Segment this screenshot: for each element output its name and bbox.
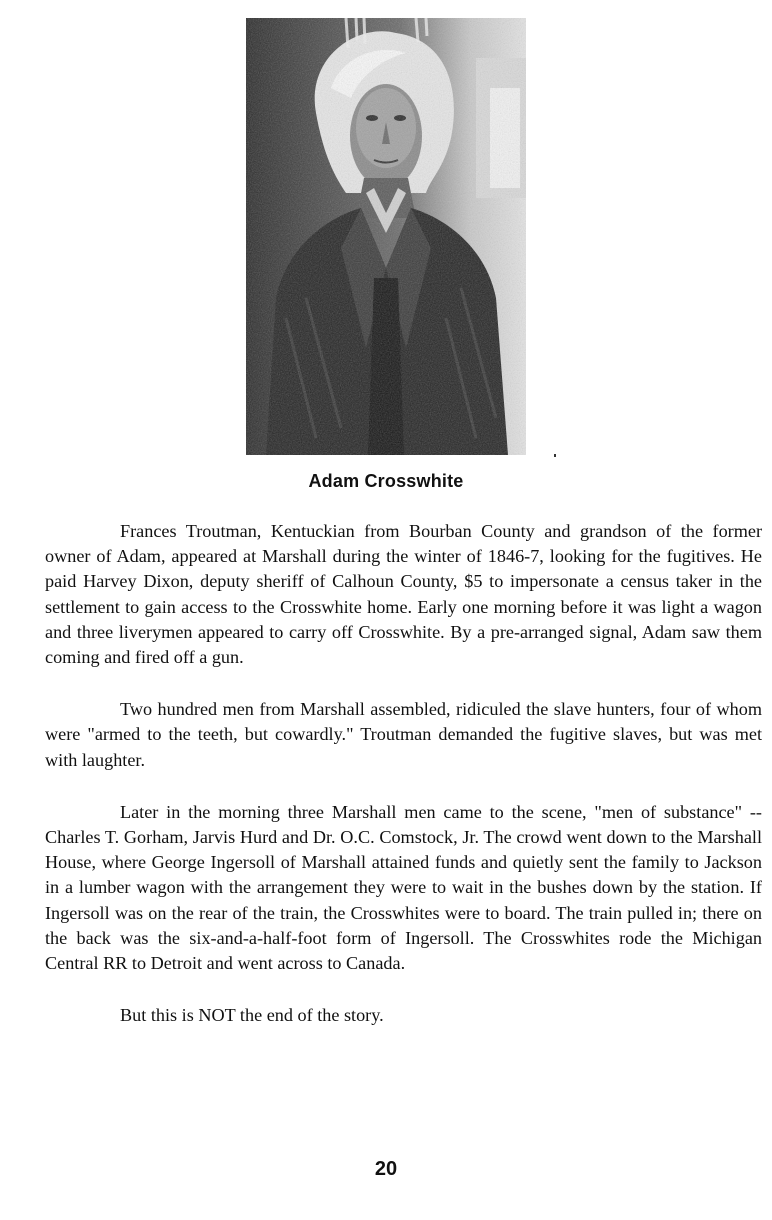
page-number: 20	[374, 1158, 398, 1180]
paragraph-4: But this is NOT the end of the story.	[120, 1005, 384, 1026]
portrait-photo-icon	[246, 18, 526, 455]
paragraph-2: Two hundred men from Marshall assembled, ridiculed the slave hunters, four of whom were "armed to the teeth, but cowardly." Troutman demanded the fugitive slaves, but was met with laughter.	[45, 699, 762, 770]
scan-speck	[554, 454, 556, 457]
paragraph-1: Frances Troutman, Kentuckian from Bourban County and grandson of the former owner of Adam, appeared at Marshall during the winter of 1846-7, looking for the fugitives. He paid Harvey Dixon, deputy sheriff of Calhoun County, $5 to impersonate a census taker in the settlement to gain access to the Crosswhite home. Early one morning before it was light a wagon and three liverymen appeared to carry off Crosswhite. By a pre-arranged signal, Adam saw them coming and fired off a gun.	[45, 521, 762, 668]
figure-caption: Adam Crosswhite	[308, 471, 464, 491]
paragraph-3: Later in the morning three Marshall men came to the scene, "men of substance" -- Charles T. Gorham, Jarvis Hurd and Dr. O.C. Comstock, Jr. The crowd went down to the Marshall House, where George Ingersoll of Marshall attained funds and quietly sent the family to Jackson in a lumber wagon with the arrangement they were to wait in the bushes down by the station. If Ingersoll was on the rear of the train, the Crosswhites were to board. The train pulled in; there on the back was the six-and-a-half-foot form of Ingersoll. The Crosswhites rode the Michigan Central RR to Detroit and went across to Canada.	[45, 801, 762, 974]
article-body	[45, 519, 762, 1055]
